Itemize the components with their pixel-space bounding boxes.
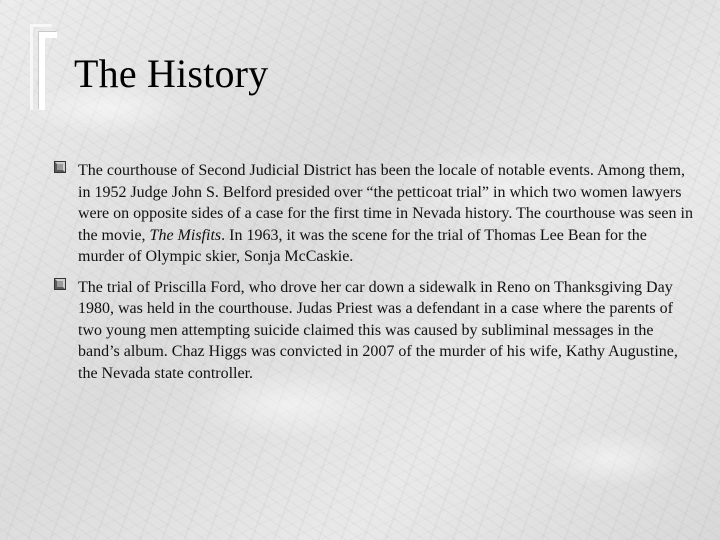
slide-body [54,160,694,393]
paragraph-text-segment: . In 1963, it was the scene for the trial of Thomas Lee Bean for the murder of Olympic skier, Sonja McCaskie. [78,226,647,265]
movie-title: The Misfits [149,226,222,244]
paragraph-text-segment: The trial of Priscilla Ford, who drove her car down a sidewalk in Reno on Thanksgiving Day 1980, was held in the courthouse. Judas Priest was a defendant in a case where the parents of two young men attempting suicide claimed this was caused by subliminal messages in the band’s album. Chaz Higgs was convicted in 2007 of the murder of his wife, Kathy Augustine, the Nevada state controller. [78,278,678,382]
bullet-paragraph-2 [54,277,694,385]
slide-title: The History [74,51,269,96]
paragraph-text [78,277,694,385]
title-decoration-inner [39,32,57,110]
paragraph-text [78,160,694,268]
bullet-paragraph-1 [54,160,694,268]
square-bullet-icon [54,278,66,290]
paragraph-text-segment: The courthouse of Second Judicial District has been the locale of notable events. Among them, in 1952 Judge John S. Belford presided over “the petticoat trial” in which two women lawyers were on opposite sides of a case for the first time in Nevada history. The courthouse was seen in the movie, [78,162,693,244]
square-bullet-icon [54,161,66,173]
